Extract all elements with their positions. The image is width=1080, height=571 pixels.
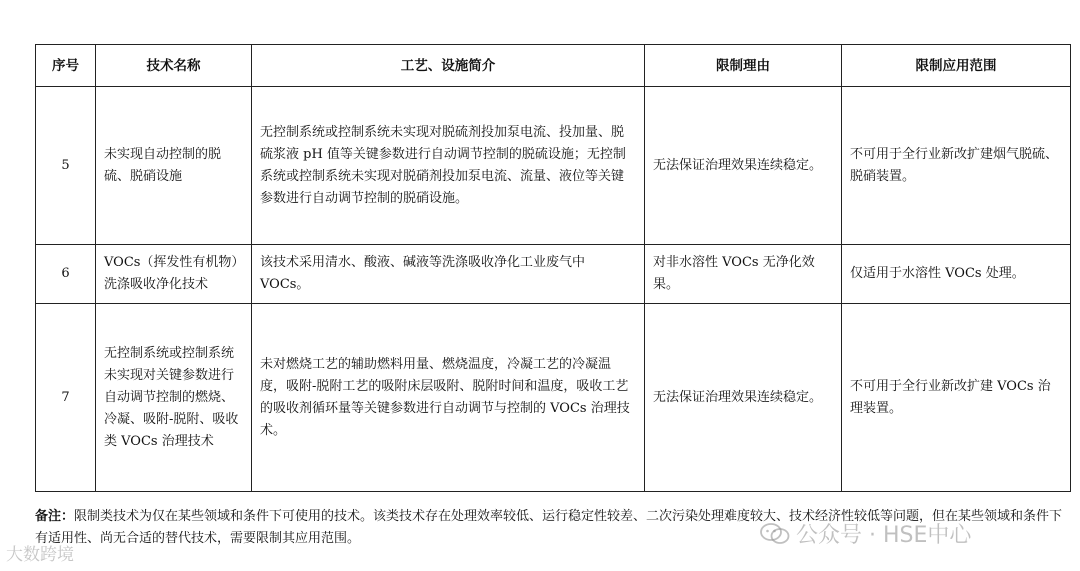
watermark-right-text: 公众号 · HSE中心 [796,523,972,548]
wechat-icon [760,523,790,545]
row-intro: 未对燃烧工艺的辅助燃料用量、燃烧温度，冷凝工艺的冷凝温度，吸附-脱附工艺的吸附床层吸附、脱附时间和温度，吸收工艺的吸收剂循环量等关键参数进行自动调节与控制的 VOCs 治理技术。 [252,304,645,492]
table-row [36,304,1071,492]
header-intro: 工艺、设施简介 [252,45,645,87]
table-header-row [36,45,1071,87]
row-num: 6 [36,245,96,304]
footnote-label: 备注： [35,509,75,524]
row-scope: 不可用于全行业新改扩建烟气脱硫、脱硝装置。 [842,87,1071,245]
row-intro: 无控制系统或控制系统未实现对脱硫剂投加泵电流、投加量、脱硫浆液 pH 值等关键参数进行自动调节控制的脱硫设施；无控制系统或控制系统未实现对脱硝剂投加泵电流、流量、液位等关键参数进行自动调节控制的脱硝设施。 [252,87,645,245]
restricted-technology-table [35,44,1071,492]
watermark-right [760,518,971,549]
row-reason: 对非水溶性 VOCs 无净化效果。 [645,245,842,304]
footnote-text: 限制类技术为仅在某些领域和条件下可使用的技术。该类技术存在处理效率较低、运行稳定性较差、二次污染处理难度较大、技术经济性较低等问题，但在某些领域和条件下有适用性、尚无合适的替代技术，需要限制其应用范围。 [35,509,1063,546]
row-tech-name: 未实现自动控制的脱硫、脱硝设施 [96,87,252,245]
row-tech-name: 无控制系统或控制系统未实现对关键参数进行自动调节控制的燃烧、冷凝、吸附-脱附、吸收类 VOCs 治理技术 [96,304,252,492]
header-scope: 限制应用范围 [842,45,1071,87]
row-scope: 仅适用于水溶性 VOCs 处理。 [842,245,1071,304]
row-num: 7 [36,304,96,492]
table-row [36,87,1071,245]
row-reason: 无法保证治理效果连续稳定。 [645,87,842,245]
header-reason: 限制理由 [645,45,842,87]
row-reason: 无法保证治理效果连续稳定。 [645,304,842,492]
row-num: 5 [36,87,96,245]
row-tech-name: VOCs（挥发性有机物）洗涤吸收净化技术 [96,245,252,304]
header-tech-name: 技术名称 [96,45,252,87]
watermark-left: 大数跨境 [6,545,74,565]
table-row [36,245,1071,304]
header-num: 序号 [36,45,96,87]
row-scope: 不可用于全行业新改扩建 VOCs 治理装置。 [842,304,1071,492]
row-intro: 该技术采用清水、酸液、碱液等洗涤吸收净化工业废气中 VOCs。 [252,245,645,304]
